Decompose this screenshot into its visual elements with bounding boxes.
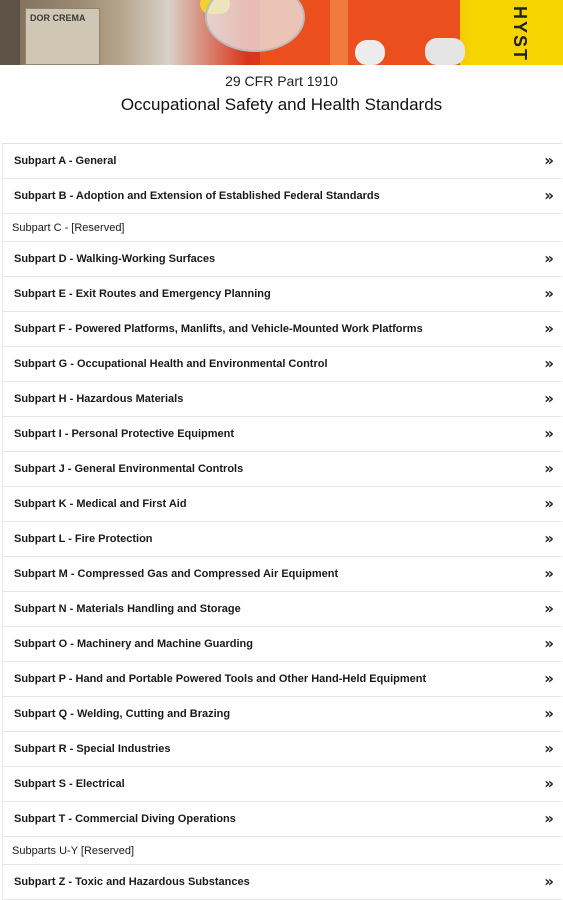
hero-box-text: DOR CREMA [30, 13, 86, 23]
subpart-list-item[interactable] [2, 592, 562, 627]
double-chevron-right-icon[interactable]: » [544, 634, 554, 653]
hero-shelf [0, 0, 20, 65]
subpart-list-item[interactable] [2, 522, 562, 557]
subpart-label: Subpart B - Adoption and Extension of Established Federal Standards [14, 190, 380, 202]
double-chevron-right-icon[interactable]: » [544, 354, 554, 373]
double-chevron-right-icon[interactable]: » [544, 529, 554, 548]
subpart-list-item[interactable] [2, 242, 562, 277]
double-chevron-right-icon[interactable]: » [544, 459, 554, 478]
subpart-label: Subpart D - Walking-Working Surfaces [14, 253, 216, 265]
subpart-label: Subpart P - Hand and Portable Powered Tools and Other Hand-Held Equipment [14, 673, 427, 685]
subpart-list-item[interactable] [2, 277, 562, 312]
subpart-label: Subpart H - Hazardous Materials [14, 393, 184, 405]
subpart-label: Subpart S - Electrical [14, 778, 125, 790]
double-chevron-right-icon[interactable]: » [544, 809, 554, 828]
double-chevron-right-icon[interactable]: » [544, 774, 554, 793]
subpart-list-item [2, 837, 562, 865]
subpart-label: Subparts U-Y [Reserved] [12, 844, 135, 857]
double-chevron-right-icon[interactable]: » [544, 704, 554, 723]
subpart-list-item[interactable] [2, 347, 562, 382]
subpart-list-item[interactable] [2, 865, 562, 900]
double-chevron-right-icon[interactable]: » [544, 186, 554, 205]
page-subtitle: 29 CFR Part 1910 [225, 73, 338, 89]
subpart-label: Subpart R - Special Industries [14, 743, 171, 755]
hero-glove [355, 40, 385, 65]
subpart-label: Subpart L - Fire Protection [14, 533, 153, 545]
subpart-list [2, 143, 562, 900]
page-title: Occupational Safety and Health Standards [120, 95, 443, 114]
double-chevron-right-icon[interactable]: » [544, 249, 554, 268]
double-chevron-right-icon[interactable]: » [544, 669, 554, 688]
subpart-list-item[interactable] [2, 452, 562, 487]
subpart-list-item[interactable] [2, 417, 562, 452]
double-chevron-right-icon[interactable]: » [544, 284, 554, 303]
subpart-list-item[interactable] [2, 382, 562, 417]
subpart-list-item[interactable] [2, 732, 562, 767]
hero-banner-image [0, 0, 563, 65]
double-chevron-right-icon[interactable]: » [544, 151, 554, 170]
double-chevron-right-icon[interactable]: » [544, 494, 554, 513]
double-chevron-right-icon[interactable]: » [544, 424, 554, 443]
subpart-list-item[interactable] [2, 557, 562, 592]
subpart-list-item[interactable] [2, 487, 562, 522]
subpart-label: Subpart I - Personal Protective Equipment [14, 428, 235, 440]
hero-brand-text: HYST [510, 6, 530, 63]
subpart-list-item[interactable] [2, 802, 562, 837]
subpart-list-item[interactable] [2, 662, 562, 697]
subpart-label: Subpart F - Powered Platforms, Manlifts, and Vehicle-Mounted Work Platforms [14, 323, 423, 335]
subpart-label: Subpart C - [Reserved] [12, 221, 125, 234]
subpart-label: Subpart T - Commercial Diving Operations [14, 813, 236, 825]
subpart-label: Subpart K - Medical and First Aid [14, 498, 187, 510]
subpart-list-item[interactable] [2, 697, 562, 732]
hero-glove [425, 38, 465, 65]
hero-suit-stripe [330, 0, 348, 65]
subpart-list-item[interactable] [2, 179, 562, 214]
subpart-label: Subpart A - General [14, 155, 117, 167]
double-chevron-right-icon[interactable]: » [544, 739, 554, 758]
double-chevron-right-icon[interactable]: » [544, 319, 554, 338]
subpart-label: Subpart J - General Environmental Controls [14, 463, 244, 475]
subpart-label: Subpart N - Materials Handling and Storage [14, 603, 241, 615]
subpart-label: Subpart O - Machinery and Machine Guarding [14, 638, 253, 650]
double-chevron-right-icon[interactable]: » [544, 389, 554, 408]
subpart-list-item [2, 214, 562, 242]
subpart-list-item[interactable] [2, 312, 562, 347]
subpart-list-item[interactable] [2, 144, 562, 179]
double-chevron-right-icon[interactable]: » [544, 599, 554, 618]
subpart-label: Subpart E - Exit Routes and Emergency Planning [14, 288, 271, 300]
subpart-label: Subpart Z - Toxic and Hazardous Substances [14, 876, 250, 888]
double-chevron-right-icon[interactable]: » [544, 564, 554, 583]
subpart-list-item[interactable] [2, 627, 562, 662]
hero-box [25, 8, 100, 65]
double-chevron-right-icon[interactable]: » [544, 872, 554, 891]
subpart-label: Subpart Q - Welding, Cutting and Brazing [14, 708, 231, 720]
subpart-list-item[interactable] [2, 767, 562, 802]
subpart-label: Subpart M - Compressed Gas and Compressed Air Equipment [14, 568, 339, 580]
subpart-label: Subpart G - Occupational Health and Environmental Control [14, 358, 328, 370]
